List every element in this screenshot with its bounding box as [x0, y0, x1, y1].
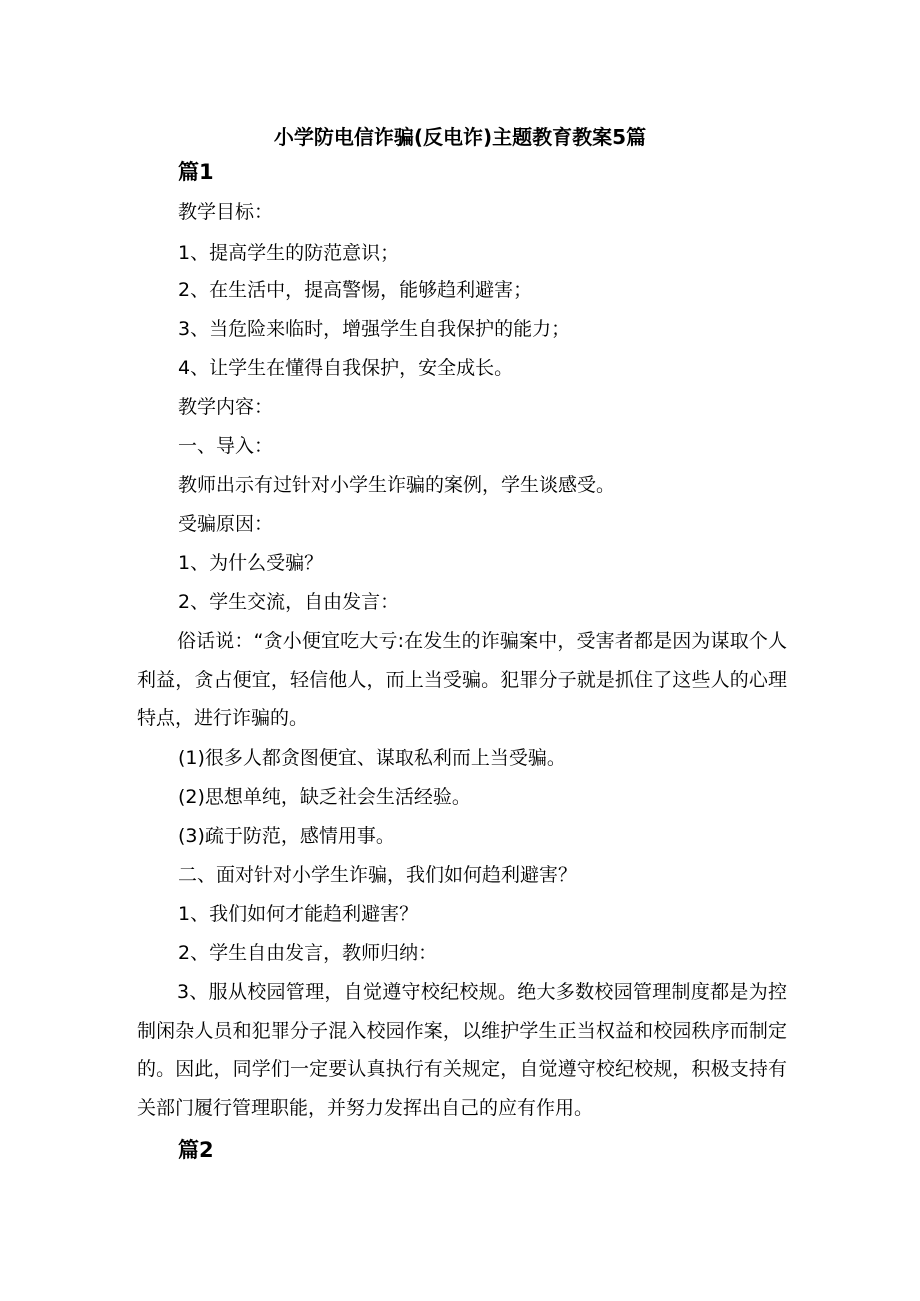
part2-heading: 二、面对针对小学生诈骗，我们如何趋利避害？ [178, 864, 578, 886]
intro-text: 教师出示有过针对小学生诈骗的案例，学生谈感受。 [178, 474, 616, 496]
document-title: 小学防电信诈骗(反电诈)主题教育教案5篇 [273, 125, 647, 149]
goal-item-4: 4、让学生在懂得自我保护，安全成长。 [178, 357, 514, 379]
reason-question-1: 1、为什么受骗？ [178, 552, 324, 574]
cause-item-1: (1)很多人都贪图便宜、谋取私利而上当受骗。 [178, 747, 566, 769]
part2-paragraph: 3、服从校园管理，自觉遵守校纪校规。绝大多数校园管理制度都是为控制闲杂人员和犯罪分子混入校园作案，以维护学生正当权益和校园秩序而制定的。因此，同学们一定要认真执行有关规定，自觉遵守校纪校规，积极支持有关部门履行管理职能，并努力发挥出自己的应有作用。 [137, 981, 787, 1119]
reason-question-2: 2、学生交流，自由发言： [178, 591, 400, 613]
intro-heading: 一、导入： [178, 435, 274, 457]
cause-item-2: (2)思想单纯，缺乏社会生活经验。 [178, 786, 471, 808]
section-heading-2: 篇2 [178, 1138, 214, 1162]
content-label: 教学内容： [178, 396, 274, 418]
part2-item-2: 2、学生自由发言，教师归纳： [178, 942, 438, 964]
goal-item-3: 3、当危险来临时，增强学生自我保护的能力； [178, 318, 571, 340]
proverb-paragraph: 俗话说：“贪小便宜吃大亏:在发生的诈骗案中，受害者都是因为谋取个人利益，贪占便宜，轻信他人，而上当受骗。犯罪分子就是抓住了这些人的心理特点，进行诈骗的。 [137, 630, 787, 729]
part2-item-1: 1、我们如何才能趋利避害？ [178, 903, 419, 925]
section-heading-1: 篇1 [178, 160, 214, 184]
goal-item-1: 1、提高学生的防范意识； [178, 242, 400, 264]
goals-label: 教学目标： [178, 201, 274, 223]
reasons-label: 受骗原因： [178, 513, 274, 535]
goal-item-2: 2、在生活中，提高警惕，能够趋利避害； [178, 279, 533, 301]
cause-item-3: (3)疏于防范，感情用事。 [178, 825, 395, 847]
